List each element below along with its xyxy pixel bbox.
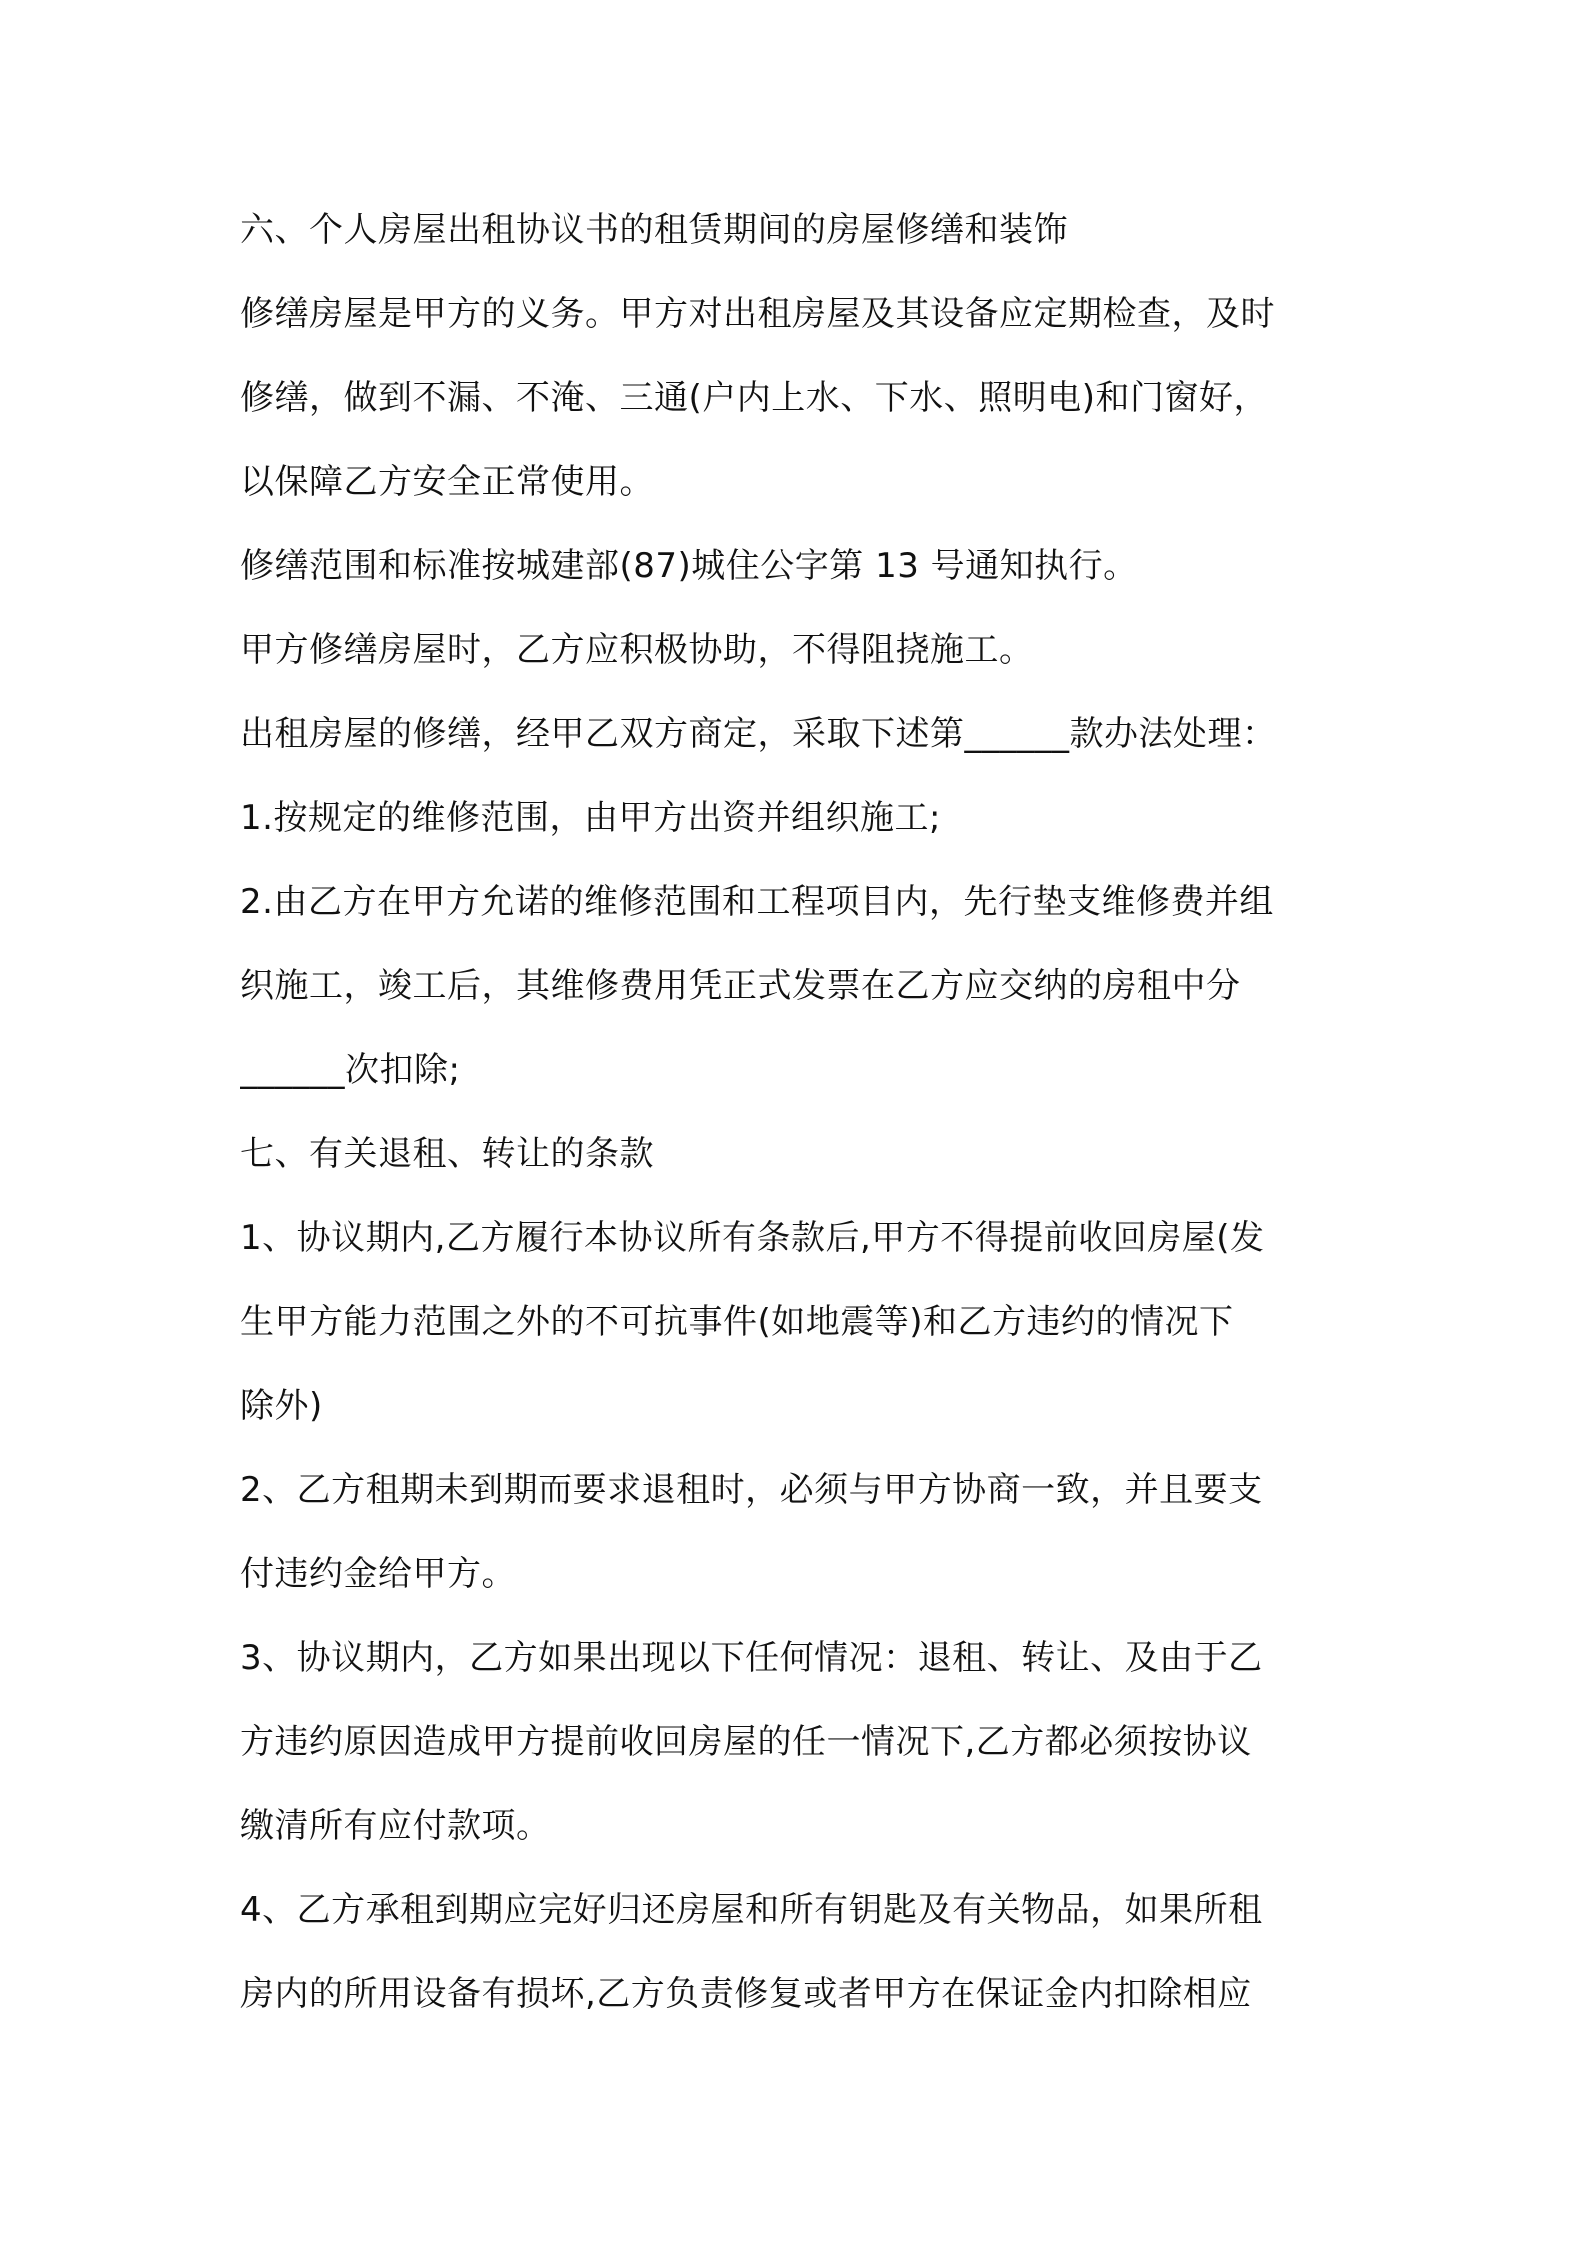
section-6-heading: 六、个人房屋出租协议书的租赁期间的房屋修缮和装饰 (240, 210, 1068, 250)
section-7-heading: 七、有关退租、转让的条款 (240, 1134, 654, 1174)
text-line: 修缮，做到不漏、不淹、三通(户内上水、下水、照明电)和门窗好， (240, 378, 1269, 418)
text-line: 修缮房屋是甲方的义务。甲方对出租房屋及其设备应定期检查，及时 (240, 294, 1275, 334)
text-line: 付违约金给甲方。 (240, 1554, 516, 1594)
text-line: 甲方修缮房屋时，乙方应积极协助，不得阻挠施工。 (240, 630, 1034, 670)
text-line: 织施工，竣工后，其维修费用凭正式发票在乙方应交纳的房租中分 (240, 966, 1241, 1006)
text-line: 缴清所有应付款项。 (240, 1806, 551, 1846)
text-line: 生甲方能力范围之外的不可抗事件(如地震等)和乙方违约的情况下 (240, 1302, 1234, 1342)
text-line: 修缮范围和标准按城建部(87)城住公字第 13 号通知执行。 (240, 546, 1138, 586)
clause-4: 4、乙方承租到期应完好归还房屋和所有钥匙及有关物品，如果所租 (240, 1890, 1263, 1930)
text-line: 方违约原因造成甲方提前收回房屋的任一情况下,乙方都必须按协议 (240, 1722, 1252, 1762)
clause-3: 3、协议期内，乙方如果出现以下任何情况：退租、转让、及由于乙 (240, 1638, 1263, 1678)
text-line: 除外) (240, 1386, 323, 1426)
document-body (240, 188, 1360, 2036)
list-item-2: 2.由乙方在甲方允诺的维修范围和工程项目内，先行垫支维修费并组 (240, 882, 1274, 922)
list-item-1: 1.按规定的维修范围，由甲方出资并组织施工; (240, 798, 941, 838)
text-line: 以保障乙方安全正常使用。 (240, 462, 654, 502)
text-line: 房内的所用设备有损坏,乙方负责修复或者甲方在保证金内扣除相应 (240, 1974, 1252, 2014)
text-line: ______次扣除; (240, 1050, 461, 1090)
text-line: 出租房屋的修缮，经甲乙双方商定，采取下述第______款办法处理： (240, 714, 1277, 754)
clause-1: 1、协议期内,乙方履行本协议所有条款后,甲方不得提前收回房屋(发 (240, 1218, 1265, 1258)
clause-2: 2、乙方租期未到期而要求退租时，必须与甲方协商一致，并且要支 (240, 1470, 1263, 1510)
